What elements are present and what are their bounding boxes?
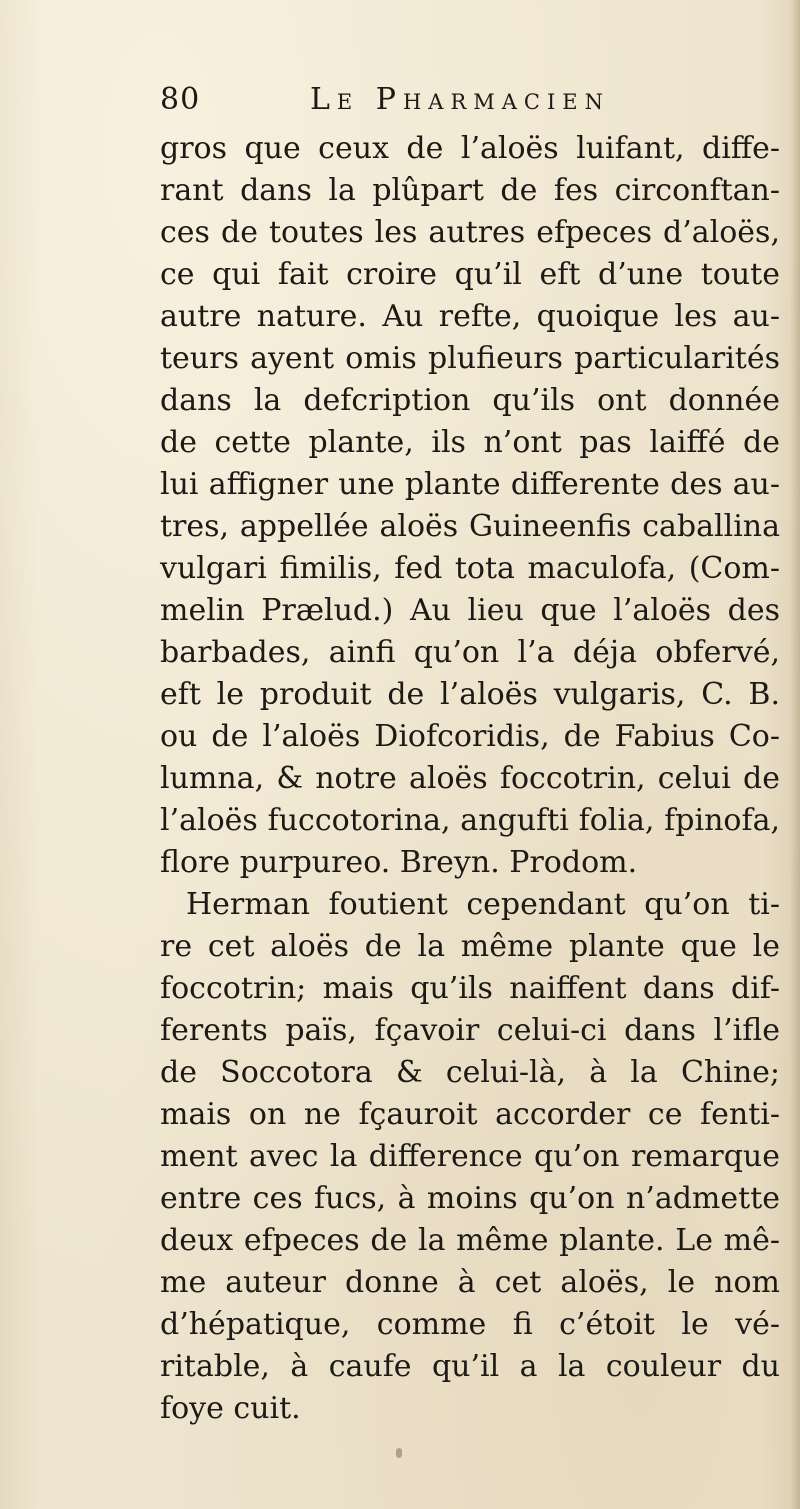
text-line: vulgari fimilis, fed tota maculofa, (Com- xyxy=(160,551,780,586)
text-line: me auteur donne à cet aloës, le nom xyxy=(160,1265,780,1300)
text-line: teurs ayent omis plufieurs particularités xyxy=(160,341,780,376)
text-line: autre nature. Au refte, quoique les au- xyxy=(160,299,780,334)
text-line: barbades, ainfi qu’on l’a déja obfervé, xyxy=(160,635,780,670)
text-line: ritable, à caufe qu’il a la couleur du xyxy=(160,1349,780,1384)
text-line: Herman foutient cependant qu’on ti- xyxy=(186,887,780,922)
text-line: rant dans la plûpart de fes circonftan- xyxy=(160,173,780,208)
text-line: lumna, & notre aloës foccotrin, celui de xyxy=(160,761,780,796)
text-line: ou de l’aloës Diofcoridis, de Fabius Co- xyxy=(160,719,780,754)
ink-mark xyxy=(396,1448,402,1458)
text-line: mais on ne fçauroit accorder ce fenti- xyxy=(160,1097,780,1132)
text-line: ferents païs, fçavoir celui-ci dans l’ifle xyxy=(160,1013,780,1048)
text-line: foccotrin; mais qu’ils naiffent dans dif- xyxy=(160,971,780,1006)
body-text xyxy=(160,128,780,1430)
text-line: entre ces fucs, à moins qu’on n’admette xyxy=(160,1181,780,1216)
page-edge-shadow xyxy=(790,0,800,1509)
text-line: re cet aloës de la même plante que le xyxy=(160,929,780,964)
text-line: deux efpeces de la même plante. Le mê- xyxy=(160,1223,780,1258)
text-line: flore purpureo. Breyn. Prodom. xyxy=(160,845,638,880)
text-line: eft le produit de l’aloës vulgaris, C. B. xyxy=(160,677,780,712)
page-number: 80 xyxy=(160,82,201,117)
text-line: tres, appellée aloës Guineenfis caballina xyxy=(160,509,780,544)
text-line: l’aloës fuccotorina, angufti folia, fpinofa, xyxy=(160,803,780,838)
text-line: gros que ceux de l’aloës luifant, diffe- xyxy=(160,131,780,166)
text-line: ment avec la difference qu’on remarque xyxy=(160,1139,780,1174)
text-line: d’hépatique, comme fi c’étoit le vé- xyxy=(160,1307,780,1342)
running-head: Le Pharmacien xyxy=(310,82,610,117)
text-line: lui affigner une plante differente des au- xyxy=(160,467,780,502)
text-line: ces de toutes les autres efpeces d’aloës, xyxy=(160,215,780,250)
text-line: de cette plante, ils n’ont pas laiffé de xyxy=(160,425,780,460)
text-line: de Soccotora & celui-là, à la Chine; xyxy=(160,1055,780,1090)
text-line: ce qui fait croire qu’il eft d’une toute xyxy=(160,257,780,292)
text-line: dans la defcription qu’ils ont donnée xyxy=(160,383,780,418)
page-header xyxy=(160,82,700,126)
text-line: melin Prælud.) Au lieu que l’aloës des xyxy=(160,593,780,628)
text-line: foye cuit. xyxy=(160,1391,301,1426)
